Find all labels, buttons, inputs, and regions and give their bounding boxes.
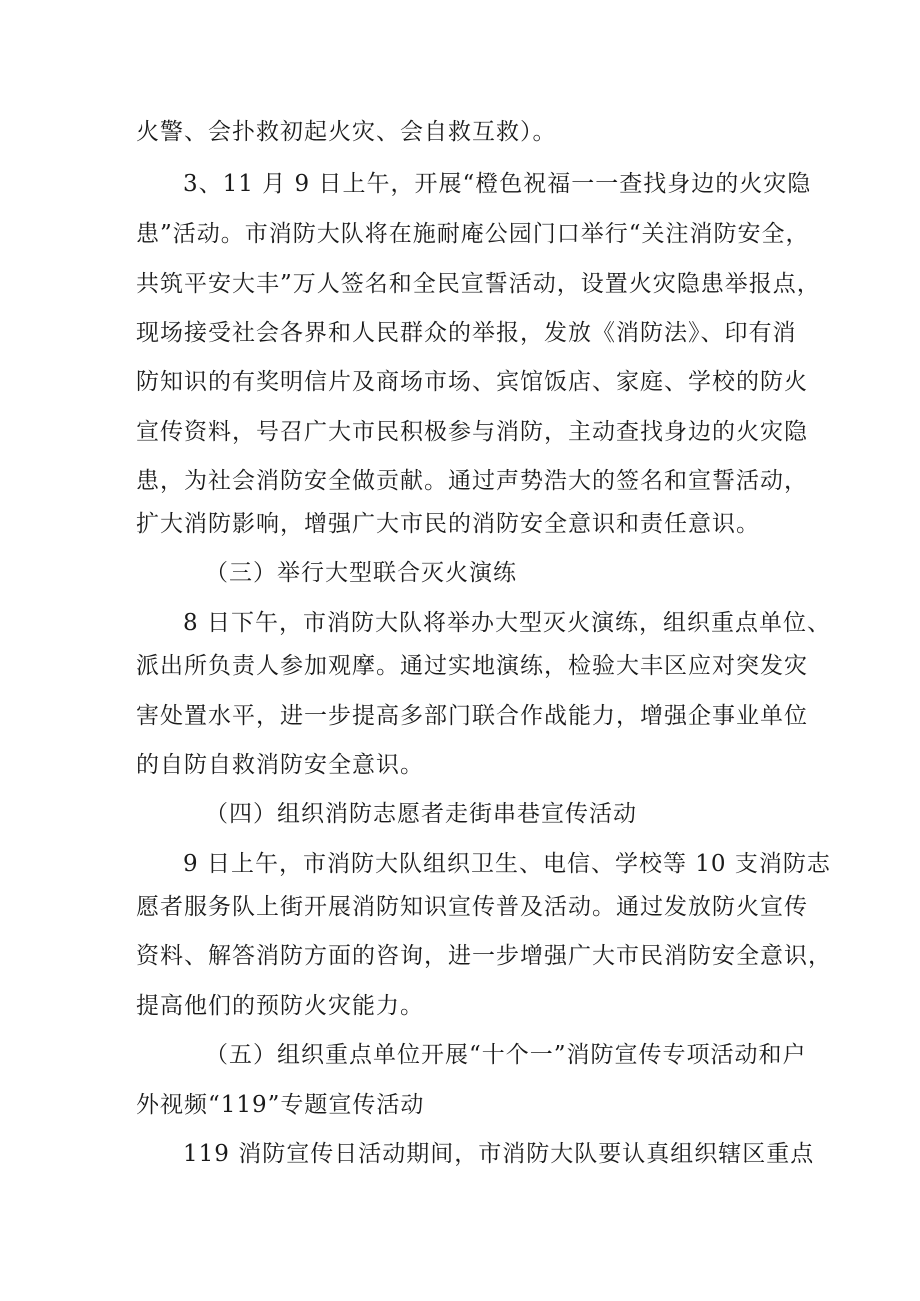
paragraph-line: 防知识的有奖明信片及商场市场、宾馆饭店、家庭、学校的防火 (136, 369, 808, 395)
section-heading-5: （五）组织重点单位开展“十个一”消防宣传专项活动和户 (205, 1042, 807, 1068)
paragraph-line: 害处置水平，进一步提高多部门联合作战能力，增强企事业单位 (136, 703, 808, 729)
paragraph-line: 火警、会扑救初起火灾、会自救互救）。 (136, 119, 557, 145)
paragraph-line: 患”活动。市消防大队将在施耐庵公园门口举行“关注消防安全， (136, 221, 810, 247)
paragraph-line: 119 消防宣传日活动期间，市消防大队要认真组织辖区重点 (183, 1141, 815, 1167)
paragraph-line: 宣传资料，号召广大市民积极参与消防，主动查找身边的火灾隐 (136, 419, 808, 445)
paragraph-line: 共筑平安大丰”万人签名和全民宣誓活动，设置火灾隐患举报点， (136, 271, 821, 297)
paragraph-line: 9 日上午，市消防大队组织卫生、电信、学校等 10 支消防志 (183, 851, 831, 877)
paragraph-line: 的自防自救消防安全意识。 (136, 752, 424, 778)
paragraph-line: 3、11 月 9 日上午，开展“橙色祝福一一查找身边的火灾隐 (183, 171, 812, 197)
paragraph-line: 愿者服务队上街开展消防知识宣传普及活动。通过发放防火宣传 (136, 894, 808, 920)
paragraph-line: 8 日下午，市消防大队将举办大型灭火演练，组织重点单位、 (183, 610, 831, 636)
section-heading-3: （三）举行大型联合灭火演练 (205, 560, 517, 586)
paragraph-line: 提高他们的预防火灾能力。 (136, 993, 424, 1019)
paragraph-line: 患，为社会消防安全做贡献。通过声势浩大的签名和宣誓活动， (136, 468, 808, 494)
section-heading-5: 外视频“119”专题宣传活动 (136, 1092, 425, 1118)
paragraph-line: 派出所负责人参加观摩。通过实地演练，检验大丰区应对突发灾 (136, 653, 808, 679)
paragraph-line: 现场接受社会各界和人民群众的举报，发放《消防法》、印有消 (136, 320, 797, 346)
paragraph-line: 扩大消防影响，增强广大市民的消防安全意识和责任意识。 (136, 511, 760, 537)
section-heading-4: （四）组织消防志愿者走街串巷宣传活动 (205, 801, 637, 827)
paragraph-line: 资料、解答消防方面的咨询，进一步增强广大市民消防安全意识， (136, 943, 832, 969)
